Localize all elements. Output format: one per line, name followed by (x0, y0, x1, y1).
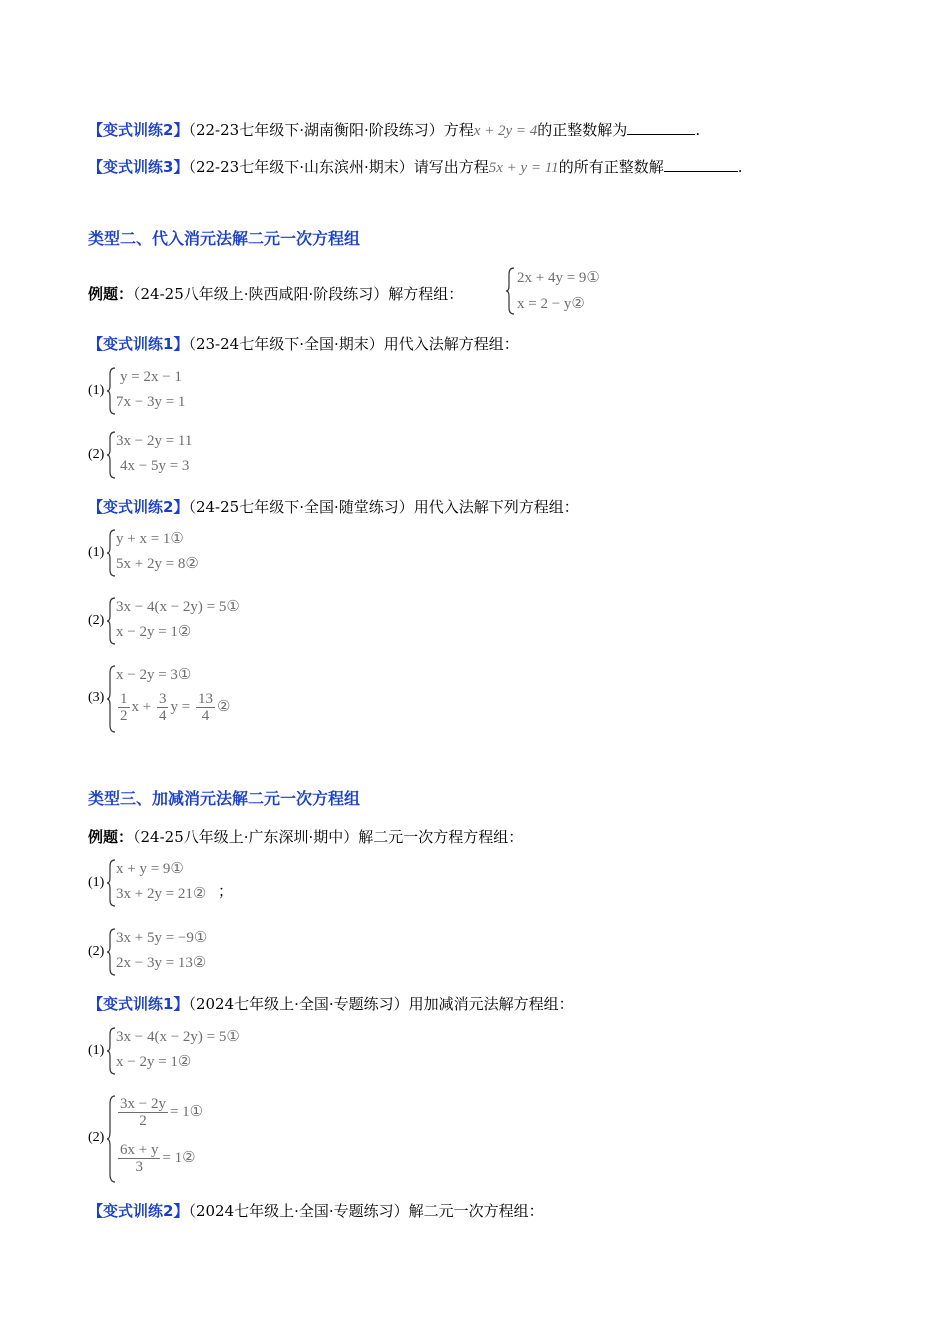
equation-2: 2x − 3y = 13② (116, 955, 207, 971)
denominator: 2 (120, 708, 128, 724)
equation-system (88, 528, 288, 580)
answer-blank[interactable] (664, 157, 738, 172)
equation-system (88, 927, 308, 979)
equation-system (88, 430, 288, 482)
source-text: （24-25八年级上·广东深圳·期中）解二元一次方程方程组： (133, 828, 524, 846)
item-number: (1) (88, 875, 105, 890)
brace-icon (106, 366, 116, 416)
fraction (196, 691, 215, 724)
section-heading-type2: 类型二、代入消元法解二元一次方程组 (88, 229, 361, 248)
denominator: 4 (201, 708, 210, 724)
source-text: （23-24七年级下·全国·期末）用代入法解方程组： (188, 335, 519, 353)
item-number: (2) (88, 447, 105, 462)
example-line (88, 283, 463, 305)
practice-2-line (88, 119, 700, 142)
equation-1: x − 2y = 3① (116, 667, 192, 683)
equation-2: 5x + 2y = 8② (116, 556, 199, 572)
brace-icon (106, 528, 116, 578)
brace-icon (106, 596, 116, 646)
source-text: （22-23七年级下·湖南衡阳·阶段练习）方程 (188, 121, 474, 139)
source-text: （24-25八年级上·陕西咸阳·阶段练习）解方程组： (133, 285, 464, 303)
equation-2: x − 2y = 1② (116, 1054, 192, 1070)
period: . (737, 158, 743, 176)
equation-system (88, 858, 308, 910)
numerator: 6x + y (120, 1142, 159, 1158)
fraction (118, 691, 130, 724)
item-number: (1) (88, 545, 105, 560)
question-text: 的正整数解为 (537, 121, 628, 139)
equation-1: 3x − 4(x − 2y) = 5① (116, 599, 240, 615)
equation-2 (116, 691, 230, 724)
numerator: 1 (120, 691, 128, 707)
equation-1: 3x − 4(x − 2y) = 5① (116, 1029, 240, 1045)
fraction (118, 1142, 160, 1175)
practice-tag: 【变式训练2】 (88, 1202, 189, 1220)
numerator: 3x − 2y (120, 1096, 166, 1112)
practice-tag: 【变式训练1】 (88, 335, 189, 353)
example-label: 例题： (88, 285, 134, 303)
source-text: （2024七年级上·全国·专题练习）解二元一次方程组： (188, 1202, 544, 1220)
practice-3-line (88, 156, 742, 179)
brace-icon (106, 664, 116, 734)
answer-blank[interactable] (627, 120, 695, 135)
equation-1: 3x + 5y = −9① (116, 930, 208, 946)
question-text: 的所有正整数解 (558, 158, 664, 176)
fraction (157, 691, 169, 724)
numerator: 13 (197, 691, 213, 707)
rhs: = 1② (162, 1149, 196, 1166)
term: x + (131, 698, 152, 715)
equation-1: 2x + 4y = 9① (517, 270, 600, 286)
practice-1-line (88, 333, 519, 355)
equation-system (88, 1094, 308, 1186)
equation-system (88, 596, 308, 648)
equation-2: 3x + 2y = 21② (116, 886, 207, 902)
practice-tag: 【变式训练2】 (88, 121, 189, 139)
equation-system (88, 1026, 308, 1078)
denominator: 3 (135, 1159, 143, 1175)
equation-2: 7x − 3y = 1 (116, 394, 186, 410)
item-number: (3) (88, 690, 105, 705)
fraction (118, 1096, 168, 1129)
equation-system (505, 266, 645, 316)
source-text: （22-23七年级下·山东滨州·期末）请写出方程 (188, 158, 489, 176)
period: . (695, 121, 701, 139)
practice-1-line (88, 993, 574, 1015)
equation-2: 4x − 5y = 3 (120, 458, 190, 474)
numerator: 3 (158, 691, 167, 707)
equation: x + 2y = 4 (473, 123, 538, 139)
equation-2: x − 2y = 1② (116, 624, 192, 640)
equation-1: x + y = 9① (116, 861, 184, 877)
denominator: 4 (158, 708, 167, 724)
item-number: (2) (88, 613, 105, 628)
rhs: = 1① (169, 1103, 204, 1120)
example-label: 例题： (88, 828, 134, 846)
item-number: (2) (88, 944, 105, 959)
item-number: (1) (88, 383, 105, 398)
equation-1: y + x = 1① (116, 531, 184, 547)
marker: ② (216, 698, 231, 715)
brace-icon (106, 858, 116, 908)
brace-icon (106, 430, 116, 480)
item-number: (2) (88, 1130, 105, 1145)
source-text: （24-25七年级下·全国·随堂练习）用代入法解下列方程组： (188, 498, 579, 516)
equation: 5x + y = 11 (488, 160, 559, 176)
equation-1: 3x − 2y = 11 (116, 433, 193, 449)
equation-1: y = 2x − 1 (120, 369, 182, 385)
brace-icon (106, 1094, 116, 1184)
equation-2 (116, 1142, 196, 1175)
practice-2-line (88, 1200, 544, 1222)
equation-system (88, 664, 308, 736)
semicolon: ； (218, 884, 234, 900)
brace-icon (106, 927, 116, 977)
source-text: （2024七年级上·全国·专题练习）用加减消元法解方程组： (188, 995, 574, 1013)
equation-system (88, 366, 288, 418)
denominator: 2 (139, 1113, 147, 1129)
equation-2: x = 2 − y② (517, 296, 585, 312)
practice-tag: 【变式训练1】 (88, 995, 189, 1013)
practice-tag: 【变式训练3】 (88, 158, 189, 176)
equation-1 (116, 1096, 203, 1129)
brace-icon (505, 266, 515, 316)
section-heading-type3: 类型三、加减消元法解二元一次方程组 (88, 789, 361, 808)
item-number: (1) (88, 1043, 105, 1058)
practice-2-line (88, 496, 579, 518)
practice-tag: 【变式训练2】 (88, 498, 189, 516)
brace-icon (106, 1026, 116, 1076)
example-line (88, 826, 523, 848)
term: y = (170, 698, 191, 715)
